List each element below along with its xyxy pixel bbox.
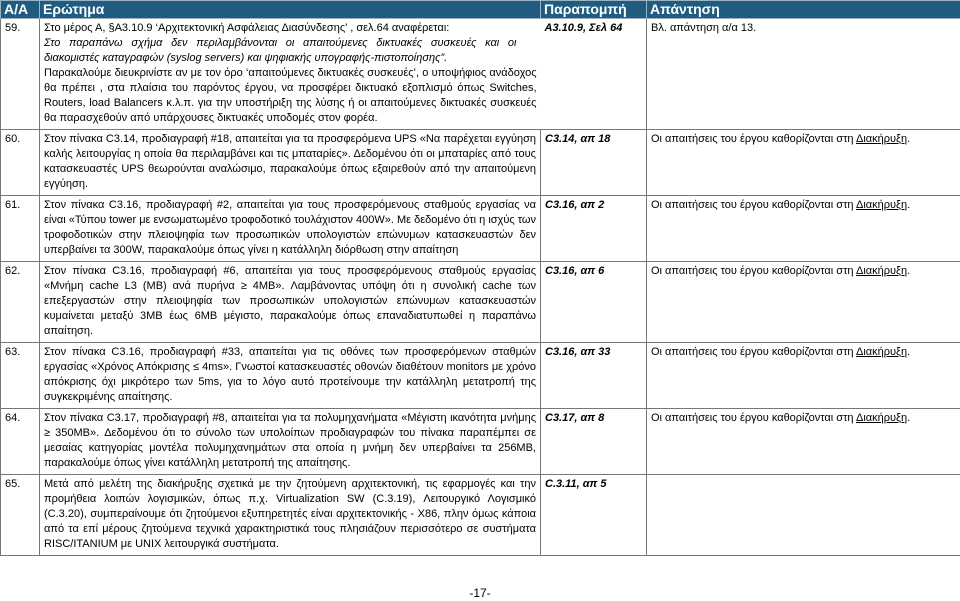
row-question bbox=[40, 262, 541, 343]
row-question bbox=[40, 19, 541, 130]
table-row bbox=[1, 343, 960, 409]
row-reference: Α3.10.9, Σελ 64 bbox=[541, 19, 647, 130]
table-row bbox=[1, 475, 960, 556]
question-text: Μετά από μελέτη της διακήρυξης σχετικά με την ζητούμενη αρχιτεκτονική, τις εφαρμογές και την προμήθεια λοιπών λογισμικών, όπως π.χ. Virtualization SW (C.3.19), Λειτουργικό Λογισμικό (C.3.20), συμπεραίνουμε ότι ζητούμενοι εξυπηρετητές είναι αρχιτεκτονικής - X86, πλην όμως κάποια από τα επί μέρους ζητούμενα τεχνικά χαρακτηριστικά τους πλησιάζουν περισσότερο σε συστήματα RISC/ITANIUM με UNIX λειτουργικά συστήματα. bbox=[44, 478, 536, 550]
page-number: -17- bbox=[469, 586, 491, 600]
header-answer: Απάντηση bbox=[647, 1, 960, 19]
table-row bbox=[1, 19, 960, 130]
header-question: Ερώτημα bbox=[40, 1, 541, 19]
question-intro: Στο μέρος Α, §Α3.10.9 ‘Αρχιτεκτονική Ασφάλειας Διασύνδεσης’ , σελ.64 αναφέρεται: bbox=[44, 22, 450, 34]
row-answer bbox=[647, 196, 960, 262]
diakiryxi-link[interactable]: Διακήρυξη bbox=[855, 412, 908, 424]
answer-suffix: . bbox=[907, 199, 911, 211]
diakiryxi-link[interactable]: Διακήρυξη bbox=[855, 346, 908, 358]
row-reference: C3.14, απ 18 bbox=[541, 130, 647, 196]
row-answer bbox=[647, 409, 960, 475]
question-quote: Στο παραπάνω σχήμα δεν περιλαμβάνονται οι απαιτούμενες δικτυακές συσκευές και οι διακομιστές καταγραφών (syslog servers) και ψηφιακής υπογραφής-πιστοποίησης”. bbox=[44, 37, 517, 64]
row-question bbox=[40, 409, 541, 475]
row-number: 59. bbox=[1, 19, 40, 130]
row-question bbox=[40, 475, 541, 556]
answer-text: Οι απαιτήσεις του έργου καθορίζονται στη bbox=[651, 133, 856, 145]
question-text: Στον πίνακα C3.16, προδιαγραφή #6, απαιτείται για τους προσφερόμενους σταθμούς εργασίας «Μνήμη cache L3 (MB) ανά πυρήνα ≥ 4MB». Λαμβάνοντας υπόψη ότι η συνολική cache των επεξεργαστών στην πλειοψηφία των προσωπικών υπολογιστών επώνυμων κατασκευαστών κυμαίνεται μεταξύ 3MB έως 6MB μέγιστο, παρακαλούμε όπως επαναδιατυπωθεί η παραπάνω απαίτηση. bbox=[44, 265, 536, 337]
row-number: 63. bbox=[1, 343, 40, 409]
row-answer bbox=[647, 130, 960, 196]
row-number: 65. bbox=[1, 475, 40, 556]
answer-text: Οι απαιτήσεις του έργου καθορίζονται στη bbox=[651, 412, 856, 424]
table-row bbox=[1, 130, 960, 196]
row-number: 62. bbox=[1, 262, 40, 343]
diakiryxi-link[interactable]: Διακήρυξη bbox=[855, 133, 908, 145]
row-question bbox=[40, 130, 541, 196]
row-answer bbox=[647, 343, 960, 409]
answer-text: Οι απαιτήσεις του έργου καθορίζονται στη bbox=[651, 265, 856, 277]
table-header-row bbox=[1, 1, 960, 19]
answer-suffix: . bbox=[907, 412, 911, 424]
answer-suffix: . bbox=[907, 133, 911, 145]
diakiryxi-link[interactable]: Διακήρυξη bbox=[855, 265, 908, 277]
row-question bbox=[40, 343, 541, 409]
row-number: 64. bbox=[1, 409, 40, 475]
question-text: Στον πίνακα C3.14, προδιαγραφή #18, απαιτείται για τα προσφερόμενα UPS «Να παρέχεται εγγύηση καλής λειτουργίας η οποία θα περιλαμβάνει και τις μπαταρίες». Δεδομένου ότι οι μπαταρίες από τους κατασκευαστές UPS θεωρούνται αναλώσιμο, παρακαλούμε όπως εξαιρεθούν από την απαιτούμενη εγγύηση. bbox=[44, 133, 536, 190]
row-number: 60. bbox=[1, 130, 40, 196]
answer-suffix: . bbox=[907, 346, 911, 358]
answer-suffix: . bbox=[907, 265, 911, 277]
row-number: 61. bbox=[1, 196, 40, 262]
question-text: Στον πίνακα C3.16, προδιαγραφή #33, απαιτείται για τις οθόνες των προσφερόμενων σταθμών εργασίας «Χρόνος Απόκρισης ≤ 4ms». Γνωστοί κατασκευαστές οθονών διαθέτουν monitors με χρόνο απόκρισης όχι μικρότερο των 5ms, για το λόγο αυτό προτείνουμε την κατάλληλη μετατροπή της συγκεκριμένης απαίτησης. bbox=[44, 346, 536, 403]
row-reference: C3.17, απ 8 bbox=[541, 409, 647, 475]
header-num: A/A bbox=[1, 1, 40, 19]
row-reference: C3.16, απ 33 bbox=[541, 343, 647, 409]
table-row bbox=[1, 196, 960, 262]
row-answer bbox=[647, 475, 960, 556]
table-row bbox=[1, 262, 960, 343]
answer-text: Οι απαιτήσεις του έργου καθορίζονται στη bbox=[651, 199, 856, 211]
question-text: Στον πίνακα C3.17, προδιαγραφή #8, απαιτείται για τα πολυμηχανήματα «Μέγιστη ικανότητα μνήμης ≥ 350MB». Δεδομένου ότι το σύνολο των υπολοίπων προδιαγραφών του πίνακα παραπέμπει σε μεσαίας κατηγορίας μοντέλα πολυμηχανημάτων στα οποία η μνήμη δεν υπερβαίνει τα 256MB, παρακαλούμε όπως γίνει κατάλληλη μετατροπή της απαίτησης. bbox=[44, 412, 536, 469]
diakiryxi-link[interactable]: Διακήρυξη bbox=[855, 199, 908, 211]
row-question bbox=[40, 196, 541, 262]
table-row bbox=[1, 409, 960, 475]
row-answer bbox=[647, 262, 960, 343]
row-reference: C3.16, απ 2 bbox=[541, 196, 647, 262]
row-reference: C.3.11, απ 5 bbox=[541, 475, 647, 556]
header-reference: Παραπομπή bbox=[541, 1, 647, 19]
question-text: Στον πίνακα C3.16, προδιαγραφή #2, απαιτείται για τους προσφερόμενους σταθμούς εργασίας να είναι «Τύπου tower με ενσωματωμένο τροφοδοτικό τουλάχιστον 400W». Με δεδομένο ότι η ισχύς των τροφοδοτικών στην πλειοψηφία των προσωπικών υπολογιστών επώνυμων κατασκευαστών δεν υπερβαίνει τα 300W, παρακαλούμε όπως γίνει η κατάλληλη διόρθωση στην απαίτηση bbox=[44, 199, 536, 256]
row-answer: Βλ. απάντηση α/α 13. bbox=[647, 19, 960, 130]
question-text: Παρακαλούμε διευκρινίστε αν με τον όρο ‘απαιτούμενες δικτυακές συσκευές’, ο υποψήφιος ανάδοχος θα πρέπει , στα πλαίσια του παρόντος έργου, να προσφέρει δικτυακό εξοπλισμό όπως Switches, Routers, load Balancers κ.λ.π. για την υποστήριξη της λύσης ή οι απαιτούμενες δικτυακές συσκευές θα παρασχεθούν από υπάρχουσες δικτυακές υποδομές στον φορέα. bbox=[44, 67, 537, 124]
answer-text: Οι απαιτήσεις του έργου καθορίζονται στη bbox=[651, 346, 856, 358]
row-reference: C3.16, απ 6 bbox=[541, 262, 647, 343]
